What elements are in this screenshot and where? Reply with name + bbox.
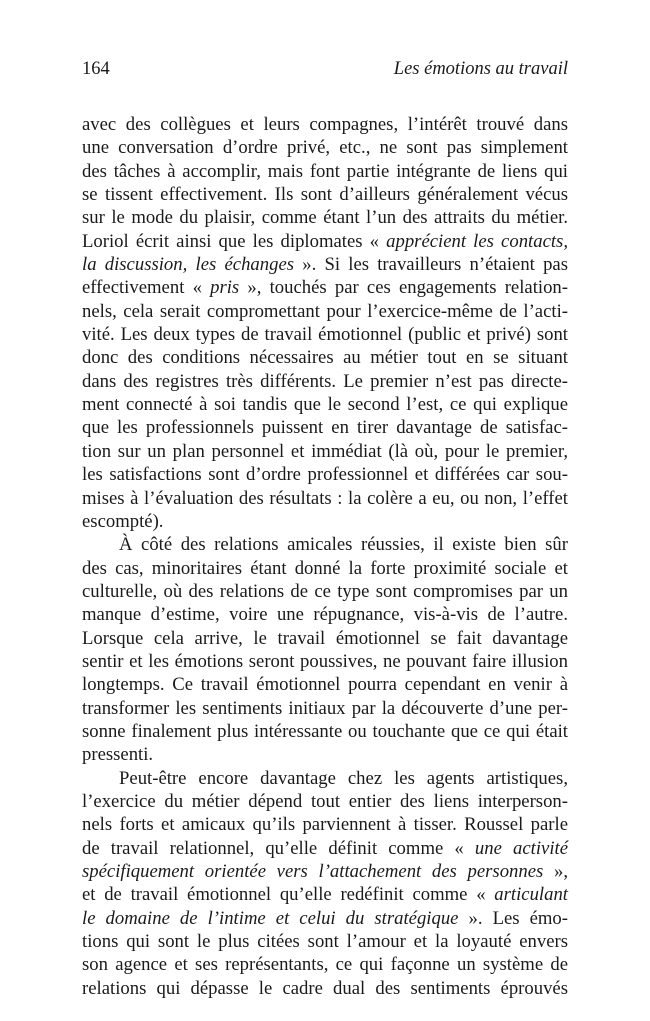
- italic-text: une activité: [474, 837, 568, 859]
- paragraph: [82, 113, 568, 533]
- text-line: [82, 183, 568, 206]
- text-line: [82, 930, 568, 953]
- text-run: avec des collègues et leurs compagnes, l’intérêt trouvé dans: [82, 114, 568, 135]
- text-run: manque d’estime, voire une répugnance, vis-à-vis de l’autre.: [82, 604, 568, 626]
- text-run: l’exercice du métier dépend tout entier des liens interperson-: [82, 790, 568, 812]
- text-run: les satisfactions sont d’ordre professionnel et différées car sou-: [82, 464, 568, 486]
- text-run: Peut-être encore davantage chez les agents artistiques,: [119, 767, 568, 789]
- text-run: de travail relationnel, qu’elle définit comme «: [82, 837, 475, 859]
- text-line: [82, 370, 568, 393]
- text-line: [82, 907, 568, 930]
- text-run: des tâches à accomplir, mais font partie intégrante de liens qui: [82, 160, 568, 182]
- text-run: son agence et ses représentants, ce qui façonne un système de: [82, 954, 568, 976]
- text-run: culturelle, où des relations de ce type sont compromises par un: [82, 580, 568, 602]
- italic-text: la discussion, les échanges: [82, 254, 295, 276]
- text-run: nels, cela serait compromettant pour l’exercice-même de l’acti-: [82, 300, 568, 322]
- body-text: [82, 113, 568, 1000]
- text-line: [82, 113, 568, 136]
- text-run: se tissent effectivement. Ils sont d’ailleurs généralement vécus: [82, 184, 568, 206]
- text-line: [82, 253, 568, 276]
- text-run: des cas, minoritaires étant donné la forte proximité sociale et: [82, 557, 568, 579]
- text-line: [82, 697, 568, 720]
- text-run: escompté).: [82, 510, 164, 532]
- text-run: sonne finalement plus intéressante ou touchante que ce qui était: [82, 720, 568, 742]
- text-line: [82, 463, 568, 486]
- running-title: Les émotions au travail: [393, 59, 568, 79]
- text-run: une conversation d’ordre privé, etc., ne sont pas simplement: [82, 137, 568, 159]
- paragraph: [82, 533, 568, 766]
- text-line: [82, 650, 568, 673]
- text-line: [82, 300, 568, 323]
- text-run: pressenti.: [82, 744, 154, 766]
- text-line: [82, 510, 568, 533]
- text-run: vité. Les deux types de travail émotionnel (public et privé) sont: [82, 324, 568, 346]
- italic-text: articulant: [494, 884, 568, 906]
- text-line: [82, 977, 568, 1000]
- text-run: effectivement «: [82, 277, 211, 299]
- text-run: ment connecté à soi tandis que le second l’est, ce qui explique: [82, 394, 568, 416]
- italic-text: le domaine de l’intime et celui du stratégique: [82, 907, 459, 929]
- text-line: [82, 487, 568, 510]
- text-line: [82, 160, 568, 183]
- text-run: longtemps. Ce travail émotionnel pourra cependant en venir à: [82, 674, 568, 696]
- text-run: mises à l’évaluation des résultats : la colère a eu, ou non, l’effet: [82, 487, 568, 509]
- text-run: »,: [543, 861, 569, 882]
- text-line: [82, 860, 568, 883]
- text-run: ». Les émo-: [458, 907, 568, 929]
- text-run: nels forts et amicaux qu’ils parviennent à tisser. Roussel parle: [82, 814, 568, 836]
- italic-text: apprécient les contacts,: [386, 230, 569, 252]
- text-run: tions qui sont le plus citées sont l’amour et la loyauté envers: [82, 931, 568, 953]
- text-run: Lorsque cela arrive, le travail émotionnel se fait davantage: [82, 627, 568, 649]
- paragraph: [82, 767, 568, 1000]
- text-run: dans des registres très différents. Le premier n’est pas directe-: [82, 370, 568, 392]
- text-run: Loriol écrit ainsi que les diplomates «: [82, 230, 387, 252]
- text-run: », touchés par ces engagements relation-: [239, 277, 568, 299]
- text-line: [82, 557, 568, 580]
- text-line: [82, 136, 568, 159]
- text-run: sentir et les émotions seront poussives, ne pouvant faire illusion: [82, 650, 568, 672]
- text-run: tion sur un plan personnel et immédiat (là où, pour le premier,: [82, 440, 568, 462]
- text-run: transformer les sentiments initiaux par la découverte d’une per-: [82, 697, 568, 719]
- text-line: [82, 603, 568, 626]
- italic-text: pris: [210, 277, 240, 299]
- text-line: [82, 767, 568, 790]
- text-line: [82, 440, 568, 463]
- text-line: [82, 206, 568, 229]
- text-line: [82, 580, 568, 603]
- text-line: [82, 790, 568, 813]
- text-run: et de travail émotionnel qu’elle redéfinit comme «: [82, 884, 495, 906]
- text-line: [82, 813, 568, 836]
- text-line: [82, 393, 568, 416]
- text-line: [82, 230, 568, 253]
- text-line: [82, 346, 568, 369]
- text-run: À côté des relations amicales réussies, il existe bien sûr: [119, 534, 568, 556]
- text-line: [82, 533, 568, 556]
- text-line: [82, 416, 568, 439]
- text-line: [82, 837, 568, 860]
- text-line: [82, 323, 568, 346]
- text-line: [82, 743, 568, 766]
- text-line: [82, 627, 568, 650]
- text-run: relations qui dépasse le cadre dual des sentiments éprouvés: [82, 977, 568, 999]
- page-number: 164: [82, 59, 110, 79]
- text-line: [82, 720, 568, 743]
- text-run: ». Si les travailleurs n’étaient pas: [294, 254, 568, 276]
- text-line: [82, 953, 568, 976]
- text-line: [82, 883, 568, 906]
- italic-text: spécifiquement orientée vers l’attachement des personnes: [82, 861, 544, 882]
- text-line: [82, 276, 568, 299]
- text-run: que les professionnels puissent en tirer davantage de satisfac-: [82, 417, 568, 439]
- text-line: [82, 673, 568, 696]
- text-run: sur le mode du plaisir, comme étant l’un des attraits du métier.: [82, 207, 568, 229]
- text-run: donc des conditions nécessaires au métier tout en se situant: [82, 347, 568, 369]
